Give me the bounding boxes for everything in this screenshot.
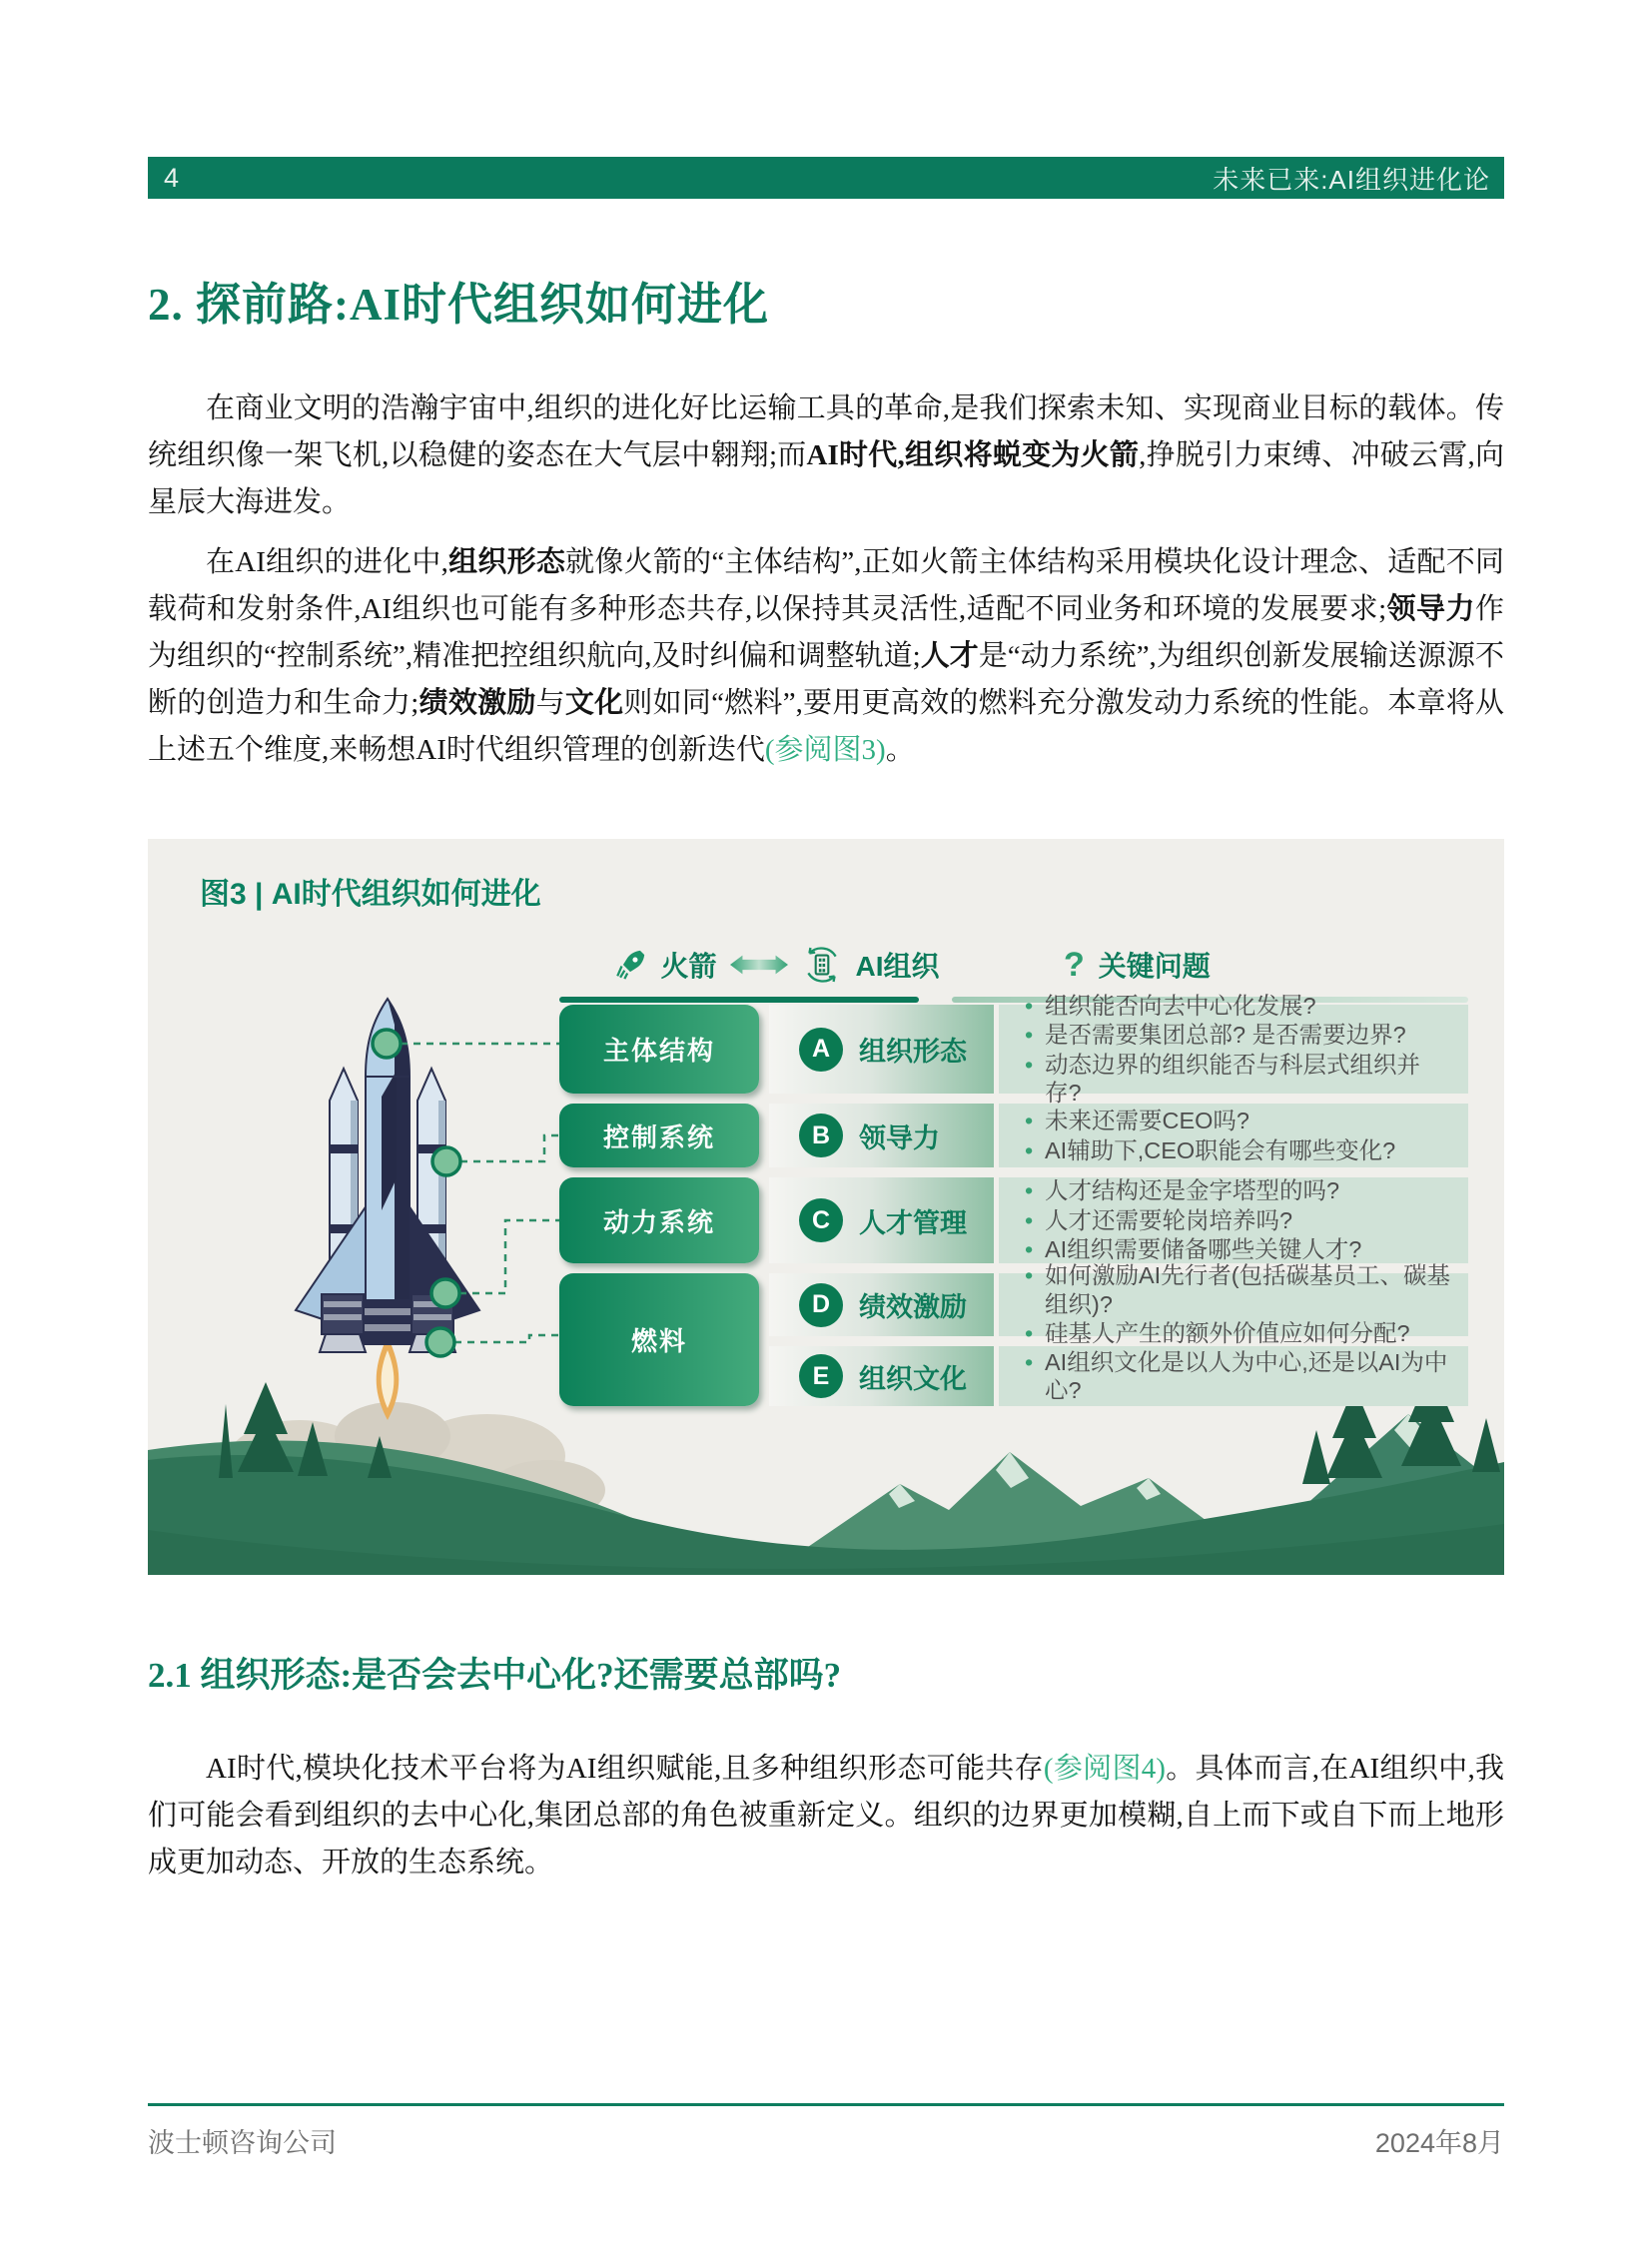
- dimension-label: 人才管理: [859, 1207, 967, 1238]
- figure-comparison-table: [559, 939, 1468, 1406]
- letter-badge: E: [799, 1354, 843, 1398]
- letter-badge: B: [799, 1114, 843, 1157]
- page-number: 4: [164, 162, 180, 193]
- dimension-cell: [769, 1104, 994, 1167]
- paragraph-1: 在商业文明的浩瀚宇宙中,组织的进化好比运输工具的革命,是我们探索未知、实现商业目标的载体。传统组织像一架飞机,以稳健的姿态在大气层中翱翔;而AI时代,组织将蜕变为火箭,挣脱引力束缚、冲破云霄,向星辰大海进发。: [148, 392, 1504, 518]
- ai-org-label: AI组织: [855, 951, 940, 982]
- question-item: • 人才结构还是金字塔型的吗?: [1023, 1176, 1454, 1205]
- rocket-label: 火箭: [660, 951, 717, 982]
- question-item: • 硅基人产生的额外价值应如何分配?: [1023, 1319, 1454, 1348]
- paragraph-2: 在AI组织的进化中,组织形态就像火箭的“主体结构”,正如火箭主体结构采用模块化设计理念、适配不同载荷和发射条件,AI组织也可能有多种形态共存,以保持其灵活性,适配不同业务和环境的发展要求;领导力作为组织的“控制系统”,精准把控组织航向,及时纠偏和调整轨道;人才是“动力系统”,为组织创新发展输送源源不断的创造力和生命力;绩效激励与文化则如同“燃料”,要用更高效的燃料充分激发动力系统的性能。本章将从上述五个维度,来畅想AI时代组织管理的创新迭代(参阅图3)。: [148, 546, 1504, 766]
- letter-badge: A: [799, 1028, 843, 1072]
- question-item: • 组织能否向去中心化发展?: [1023, 992, 1454, 1021]
- question-item: • AI组织需要储备哪些关键人才?: [1023, 1235, 1454, 1264]
- footer-divider: [148, 2103, 1504, 2106]
- left-right-arrow-icon: [730, 953, 788, 977]
- rocket-part-pill: 主体结构: [559, 1005, 759, 1094]
- rocket-part-pill: 动力系统: [559, 1177, 759, 1263]
- questions-cell: [999, 1177, 1468, 1263]
- dimension-cell: [769, 1346, 994, 1406]
- dimension-label: 组织形态: [859, 1037, 967, 1067]
- figure-title: 图3 | AI时代组织如何进化: [200, 878, 541, 911]
- questions-cell: [999, 1104, 1468, 1167]
- figure-reference-link[interactable]: (参阅图4): [1043, 1753, 1166, 1785]
- footer-date: 2024年8月: [1374, 2128, 1504, 2158]
- question-item: • 未来还需要CEO吗?: [1023, 1107, 1454, 1135]
- figure-3: [148, 839, 1504, 1575]
- key-questions-label: 关键问题: [1098, 951, 1211, 982]
- question-item: • 如何激励AI先行者(包括碳基员工、碳基组织)?: [1023, 1261, 1454, 1318]
- rocket-part-pill: 燃料: [559, 1273, 759, 1406]
- rocket-part-pill: 控制系统: [559, 1104, 759, 1167]
- letter-badge: C: [799, 1198, 843, 1242]
- question-item: • 人才还需要轮岗培养吗?: [1023, 1206, 1454, 1235]
- footer-company: 波士顿咨询公司: [148, 2128, 337, 2158]
- question-mark-icon: ?: [1064, 946, 1085, 984]
- dimension-cell: [769, 1273, 994, 1336]
- figure-reference-link[interactable]: (参阅图3): [764, 734, 886, 766]
- divider-dark-segment: [559, 997, 919, 1003]
- letter-badge: D: [799, 1283, 843, 1327]
- page-header-bar: [148, 157, 1504, 199]
- dimension-label: 领导力: [859, 1122, 940, 1153]
- dimension-cell: [769, 1177, 994, 1263]
- page-footer: [148, 2121, 1504, 2160]
- header-title: 未来已来:AI组织进化论: [1213, 164, 1490, 195]
- figure-legend-row: [559, 939, 1468, 991]
- questions-cell: [999, 1346, 1468, 1406]
- question-item: • 动态边界的组织能否与科层式组织并存?: [1023, 1051, 1454, 1108]
- section-heading: 2. 探前路:AI时代组织如何进化: [148, 280, 769, 330]
- questions-cell: [999, 1262, 1468, 1347]
- questions-cell: [999, 992, 1468, 1106]
- question-item: • AI辅助下,CEO职能会有哪些变化?: [1023, 1136, 1454, 1165]
- subsection-heading: 2.1 组织形态:是否会去中心化?还需要总部吗?: [148, 1656, 842, 1695]
- dimension-label: 绩效激励: [859, 1292, 967, 1322]
- dimension-label: 组织文化: [859, 1363, 967, 1394]
- dimension-cell: [769, 1005, 994, 1094]
- figure-grid: [559, 992, 1468, 1406]
- question-item: • AI组织文化是以人为中心,还是以AI为中心?: [1023, 1348, 1454, 1405]
- paragraph-3: AI时代,模块化技术平台将为AI组织赋能,且多种组织形态可能共存(参阅图4)。具体而言,在AI组织中,我们可能会看到组织的去中心化,集团总部的角色被重新定义。组织的边界更加模糊,自上而下或自下而上地形成更加动态、开放的生态系统。: [148, 1753, 1504, 1878]
- rocket-icon: [613, 948, 647, 982]
- circular-arrows-building-icon: [801, 944, 843, 986]
- question-item: • 是否需要集团总部? 是否需要边界?: [1023, 1021, 1454, 1050]
